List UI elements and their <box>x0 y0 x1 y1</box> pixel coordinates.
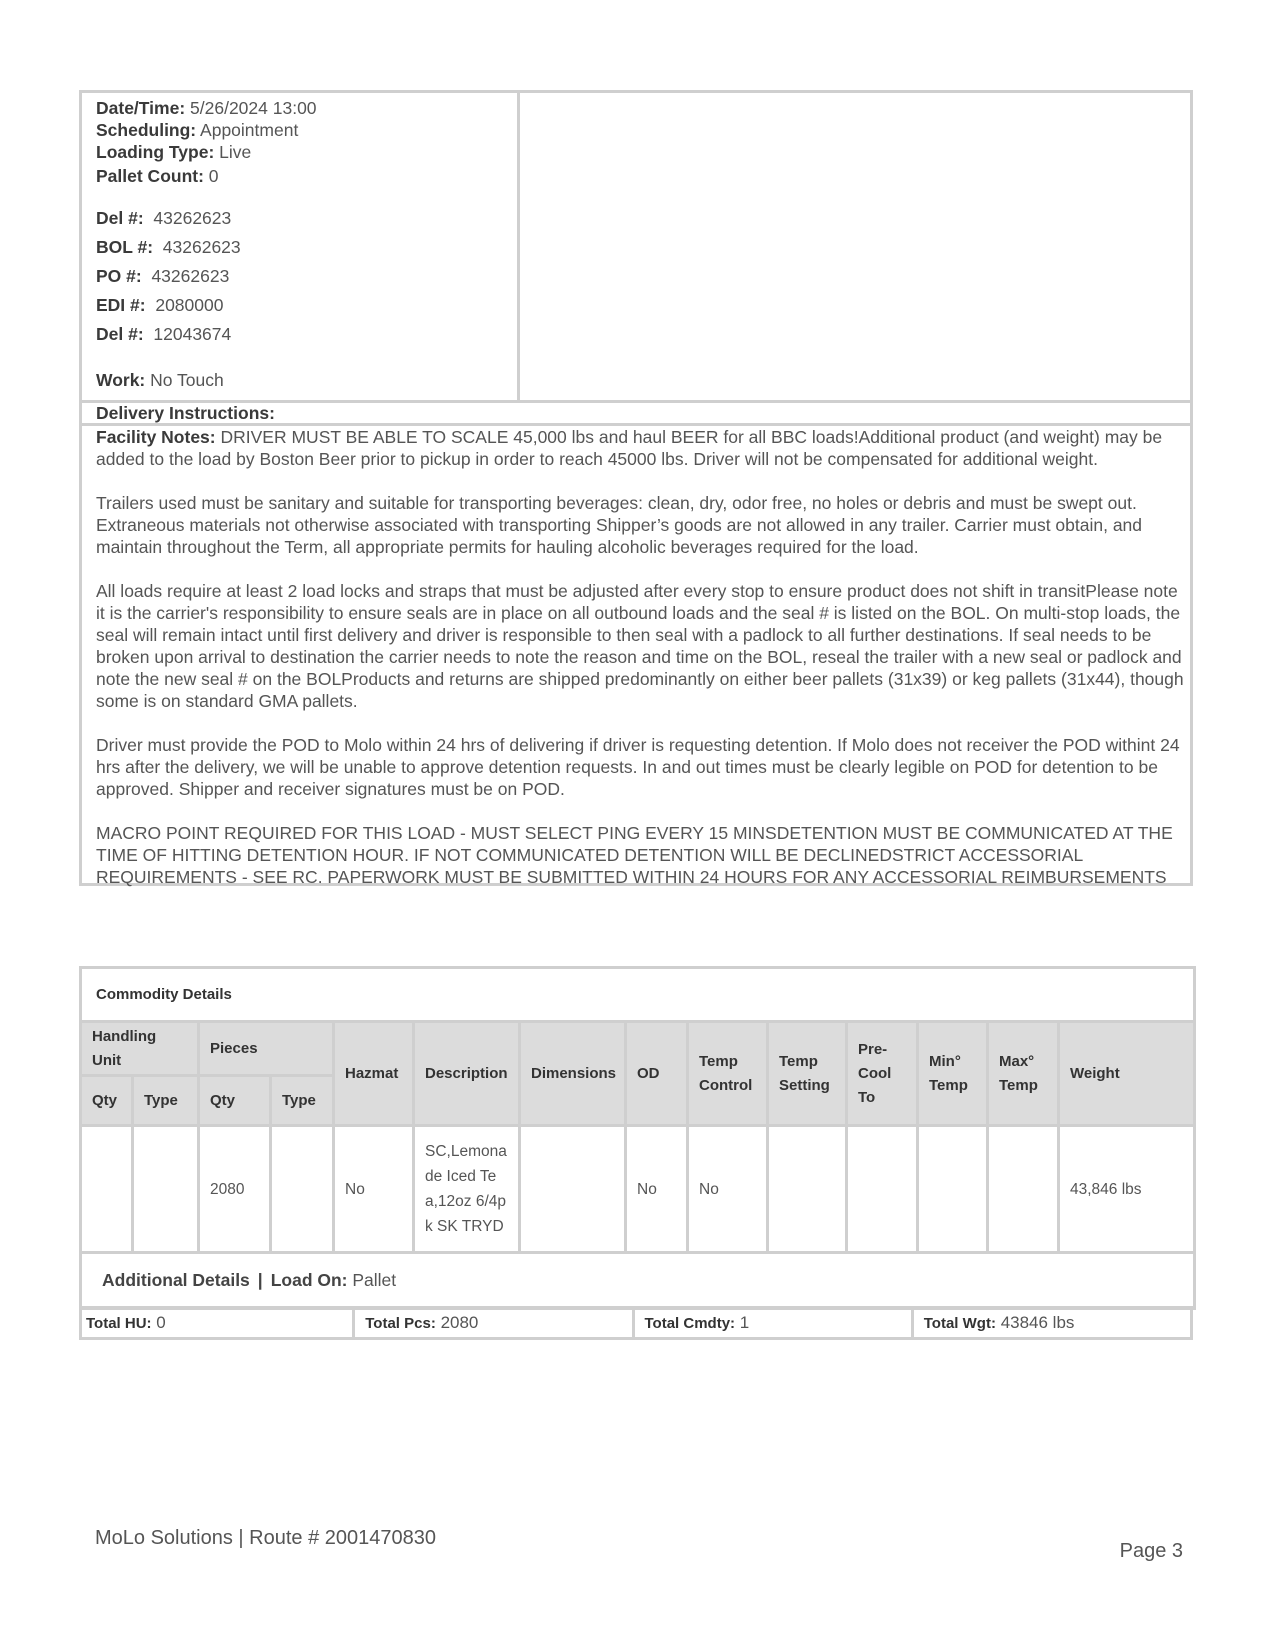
reference-value: 43262623 <box>162 237 241 257</box>
reference-label: PO #: <box>96 266 142 286</box>
pallet-count-value: 0 <box>208 166 219 186</box>
datetime-value: 5/26/2024 13:00 <box>190 98 317 118</box>
total-wgt-value: 43846 lbs <box>1000 1313 1075 1332</box>
commodity-details-table <box>79 966 1196 1310</box>
scheduling-value: Appointment <box>200 120 299 140</box>
additional-details-row <box>81 1253 1195 1309</box>
weight-header: Weight <box>1059 1022 1195 1126</box>
pallet-count-row <box>96 165 517 187</box>
delivery-instructions-body <box>82 426 1190 888</box>
handling-unit-header: Handling Unit <box>81 1022 199 1076</box>
total-cmdty-value: 1 <box>739 1313 750 1332</box>
temp-control-cell: No <box>688 1126 768 1253</box>
hu-qty-cell <box>81 1126 133 1253</box>
instruction-paragraph <box>96 426 1188 470</box>
od-header: OD <box>626 1022 688 1126</box>
weight-cell: 43,846 lbs <box>1059 1126 1195 1253</box>
datetime-row <box>96 97 517 119</box>
total-hu-label: Total HU: <box>86 1315 152 1332</box>
scheduling-label: Scheduling: <box>96 120 197 140</box>
pre-cool-to-cell <box>847 1126 918 1253</box>
loading-type-value: Live <box>219 142 252 162</box>
reference-row <box>96 320 517 349</box>
scheduling-row <box>96 119 517 141</box>
loading-type-row <box>96 141 517 163</box>
max-temp-cell <box>988 1126 1059 1253</box>
od-cell: No <box>626 1126 688 1253</box>
instruction-paragraph: Driver must provide the POD to Molo within 24 hrs of delivering if driver is requesting detention. If Molo does not receiver the POD withint 24 hrs after the delivery, we will be unable to approve detention requests. In and out times must be clearly legible on POD for detention to be approved. Shipper and receiver signatures must be on POD. <box>96 735 1180 799</box>
reference-label: EDI #: <box>96 295 146 315</box>
totals-bar <box>79 1306 1193 1340</box>
total-pcs-value: 2080 <box>440 1313 479 1332</box>
pcs-qty-header: Qty <box>199 1076 271 1126</box>
work-row <box>96 369 517 391</box>
load-on-label: Load On: <box>270 1270 348 1290</box>
pcs-type-cell <box>271 1126 334 1253</box>
reference-value: 43262623 <box>153 208 232 228</box>
reference-label: BOL #: <box>96 237 154 257</box>
dimensions-header: Dimensions <box>520 1022 626 1126</box>
footer-route: MoLo Solutions | Route # 2001470830 <box>95 1527 437 1549</box>
commodity-details-title: Commodity Details <box>81 968 1195 1022</box>
pallet-count-label: Pallet Count: <box>96 166 204 186</box>
pcs-type-header: Type <box>271 1076 334 1126</box>
hazmat-header: Hazmat <box>334 1022 414 1126</box>
work-value: No Touch <box>150 370 224 390</box>
reference-row <box>96 204 517 233</box>
reference-row <box>96 233 517 262</box>
total-cmdty-label: Total Cmdty: <box>644 1315 736 1332</box>
table-row <box>81 1126 1195 1253</box>
total-pcs-label: Total Pcs: <box>365 1315 436 1332</box>
instruction-text: DRIVER MUST BE ABLE TO SCALE 45,000 lbs and haul BEER for all BBC loads!Additional product (and weight) may be added to the load by Boston Beer prior to pickup in order to reach 45000 lbs. Driver will not be compensated for additional weight. <box>96 427 1163 469</box>
temp-control-header: Temp Control <box>688 1022 768 1126</box>
hu-type-cell <box>133 1126 199 1253</box>
datetime-label: Date/Time: <box>96 98 186 118</box>
instruction-paragraph: All loads require at least 2 load locks and straps that must be adjusted after every stop to ensure product does not shift in transitPlease note it is the carrier's responsibility to ensure seals are in place on all outbound loads and the seal # is listed on the BOL. On multi-stop loads, the seal will remain intact until first delivery and driver is responsible to then seal with a padlock to all further destinations. If seal needs to be broken upon arrival to destination the carrier needs to note the reason and time on the BOL, reseal the trailer with a new seal or padlock and note the new seal # on the BOLProducts and returns are shipped predominantly on either beer pallets (31x39) or keg pallets (31x44), though some is on standard GMA pallets. <box>96 581 1184 711</box>
stop-details <box>82 93 520 400</box>
additional-details-cell <box>81 1253 1195 1309</box>
total-cmdty <box>635 1309 914 1337</box>
page-number: Page 3 <box>1119 1540 1183 1562</box>
dimensions-cell <box>520 1126 626 1253</box>
instruction-paragraph: Trailers used must be sanitary and suitable for transporting beverages: clean, dry, odor free, no holes or debris and must be swept out. Extraneous materials not otherwise associated with transporting Shipper’s goods are not allowed in any trailer. Carrier must obtain, and maintain throughout the Term, all appropriate permits for hauling alcoholic beverages required for the load. <box>96 493 1143 557</box>
temp-setting-header: Temp Setting <box>768 1022 847 1126</box>
work-label: Work: <box>96 370 146 390</box>
instruction-paragraph: MACRO POINT REQUIRED FOR THIS LOAD - MUST SELECT PING EVERY 15 MINSDETENTION MUST BE COMMUNICATED AT THE TIME OF HITTING DETENTION HOUR. IF NOT COMMUNICATED DETENTION WILL BE DECLINEDSTRICT ACCESSORIAL REQUIREMENTS - SEE RC. PAPERWORK MUST BE SUBMITTED WITHIN 24 HOURS FOR ANY ACCESSORIAL REIMBURSEMENTS <box>96 823 1173 887</box>
reference-label: Del #: <box>96 208 144 228</box>
load-on-value: Pallet <box>352 1270 397 1290</box>
additional-details-label: Additional Details <box>102 1270 250 1290</box>
hazmat-cell: No <box>334 1126 414 1253</box>
facility-notes-label: Facility Notes: <box>96 427 216 447</box>
total-wgt <box>914 1309 1190 1337</box>
reference-value: 2080000 <box>155 295 224 315</box>
pcs-qty-cell: 2080 <box>199 1126 271 1253</box>
loading-type-label: Loading Type: <box>96 142 215 162</box>
total-hu-value: 0 <box>156 1313 166 1332</box>
reference-row <box>96 262 517 291</box>
stop-info-box <box>79 90 1193 886</box>
total-hu <box>82 1309 355 1337</box>
min-temp-header: Min° Temp <box>918 1022 988 1126</box>
delivery-instructions-heading: Delivery Instructions: <box>82 400 1190 426</box>
total-wgt-label: Total Wgt: <box>923 1315 996 1332</box>
description-cell: SC,Lemonade Iced Tea,12oz 6/4pk SK TRYD <box>414 1126 520 1253</box>
min-temp-cell <box>918 1126 988 1253</box>
pre-cool-to-header: Pre-Cool To <box>847 1022 918 1126</box>
hu-qty-header: Qty <box>81 1076 133 1126</box>
temp-setting-cell <box>768 1126 847 1253</box>
description-header: Description <box>414 1022 520 1126</box>
pieces-header: Pieces <box>199 1022 334 1076</box>
total-pcs <box>355 1309 634 1337</box>
reference-value: 43262623 <box>151 266 230 286</box>
reference-value: 12043674 <box>153 324 232 344</box>
reference-row <box>96 291 517 320</box>
separator: | <box>257 1270 263 1290</box>
reference-label: Del #: <box>96 324 144 344</box>
max-temp-header: Max° Temp <box>988 1022 1059 1126</box>
hu-type-header: Type <box>133 1076 199 1126</box>
